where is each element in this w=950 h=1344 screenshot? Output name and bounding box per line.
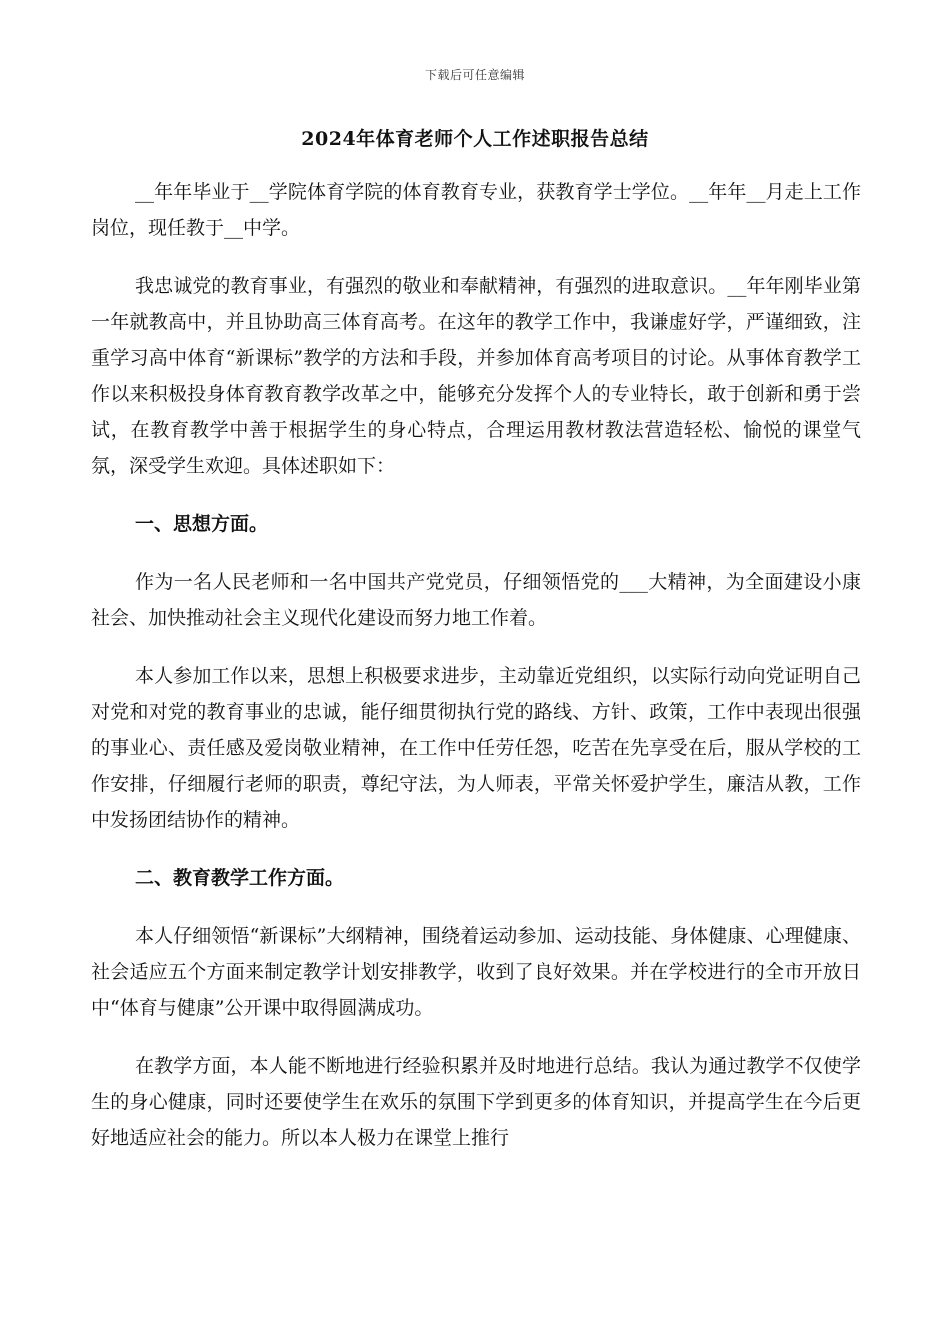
document-body xyxy=(91,174,861,1178)
paragraph-teaching-2: 在教学方面，本人能不断地进行经验积累并及时地进行总结。我认为通过教学不仅使学生的身心健康，同时还要使学生在欢乐的氛围下学到更多的体育知识，并提高学生在今后更好地适应社会的能力。所以本人极力在课堂上推行 xyxy=(91,1055,861,1149)
paragraph-ideology-2: 本人参加工作以来，思想上积极要求进步，主动靠近党组织，以实际行动向党证明自己对党和对党的教育事业的忠诚，能仔细贯彻执行党的路线、方针、政策，工作中表现出很强的事业心、责任感及爱岗敬业精神，在工作中任劳任怨，吃苦在先享受在后，服从学校的工作安排，仔细履行老师的职责，尊纪守法，为人师表，平常关怀爱护学生，廉洁从教，工作中发扬团结协作的精神。 xyxy=(91,665,861,831)
document-title: 2024年体育老师个人工作述职报告总结 xyxy=(301,128,649,150)
paragraph-ideology-1: 作为一名人民老师和一名中国共产党党员，仔细领悟党的___大精神，为全面建设小康社会、加快推动社会主义现代化建设而努力地工作着。 xyxy=(91,571,861,629)
paragraph-teaching-1: 本人仔细领悟“新课标”大纲精神，围绕着运动参加、运动技能、身体健康、心理健康、社会适应五个方面来制定教学计划安排教学，收到了良好效果。并在学校进行的全市开放日中“体育与健康”公开课中取得圆满成功。 xyxy=(91,925,861,1019)
section-heading-teaching: 二、教育教学工作方面。 xyxy=(135,867,345,889)
header-note: 下载后可任意编辑 xyxy=(424,68,525,82)
paragraph-overview: 我忠诚党的教育事业，有强烈的敬业和奉献精神，有强烈的进取意识。__年年刚毕业第一年就教高中，并且协助高三体育高考。在这年的教学工作中，我谦虚好学，严谨细致，注重学习高中体育“新课标”教学的方法和手段，并参加体育高考项目的讨论。从事体育教学工作以来积极投身体育教育教学改革之中，能够充分发挥个人的专业特长，敢于创新和勇于尝试，在教育教学中善于根据学生的身心特点，合理运用教材教法营造轻松、愉悦的课堂气氛，深受学生欢迎。具体述职如下： xyxy=(91,275,861,477)
section-heading-ideology: 一、思想方面。 xyxy=(135,513,269,535)
paragraph-intro: __年年毕业于__学院体育学院的体育教育专业，获教育学士学位。__年年__月走上工作岗位，现任教于__中学。 xyxy=(91,181,861,239)
